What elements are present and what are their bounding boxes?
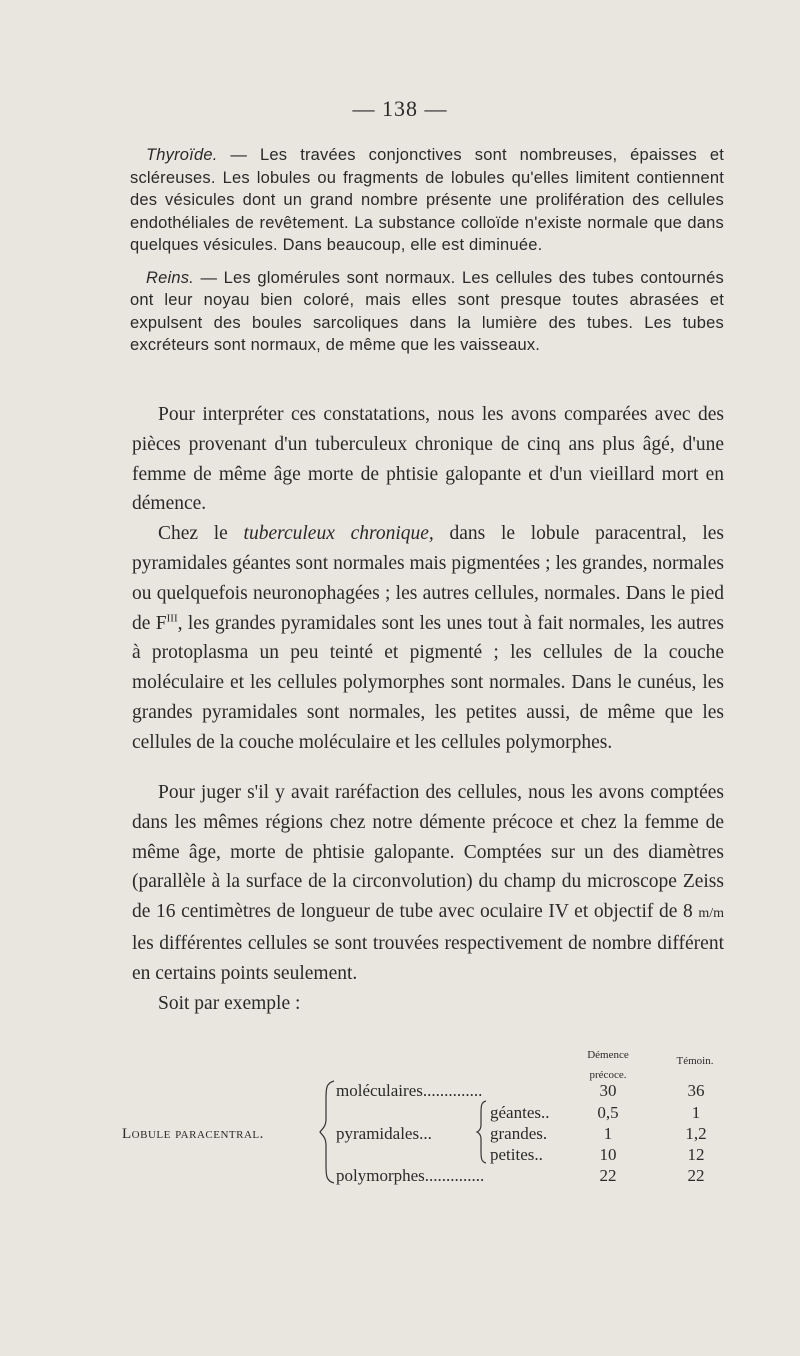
reins-paragraph xyxy=(130,267,724,357)
value-demence-petites: 10 xyxy=(599,1145,617,1164)
example-intro: Soit par exemple : xyxy=(158,992,301,1014)
thyroide-paragraph xyxy=(130,144,724,257)
pyramidales-label: pyramidales... xyxy=(336,1124,432,1143)
cell-count-table xyxy=(122,1045,722,1185)
reins-label: Reins. xyxy=(146,268,194,287)
brace-pyramidales xyxy=(475,1099,489,1165)
tuberculeux-paragraph xyxy=(132,519,724,757)
p2-start: Chez le xyxy=(158,523,244,545)
tuberculeux-emphasis: tuberculeux chronique, xyxy=(243,523,434,545)
value-temoin-grandes: 1,2 xyxy=(685,1124,707,1143)
count-text-end: les différentes cellules se sont trouvées respectivement de nombre différent en certains points seulement. xyxy=(132,932,724,984)
value-temoin-petites: 12 xyxy=(687,1145,705,1164)
count-paragraph xyxy=(132,778,724,989)
thyroide-text: — Les travées conjonctives sont nombreuses, épaisses et scléreuses. Les lobules ou fragments de lobules qu'elles limitent contiennent des vésicules dont un grand nombre présente une prolifération des cellules endothéliales de revêtement. La substance colloïde n'existe normale que dans quelques vésicules. Dans beaucoup, elle est diminuée. xyxy=(130,146,724,254)
p2-end: , les grandes pyramidales sont les unes tout à fait normales, les autres à protoplasma un peu teinté et pigmenté ; les cellules de la couche moléculaire et les cellules polymorphes sont normales. Dans le cunéus, les grandes pyramidales sont normales, les petites aussi, de même que les cellules de la couche moléculaire et les cellules polymorphes. xyxy=(132,612,724,753)
group-label: Lobule paracentral. xyxy=(122,1126,264,1142)
thyroide-label: Thyroïde. xyxy=(146,146,218,164)
reins-text: — Les glomérules sont normaux. Les cellules des tubes contournés ont leur noyau bien coloré, mais elles sont presque toutes abrasées et expulsent des boules sarcoliques dans la lumière des tubes. Les tubes excréteurs sont normaux, de même que les vaisseaux. xyxy=(130,268,724,354)
count-section xyxy=(132,778,724,1018)
row-label-moleculaires: moléculaires.............. xyxy=(336,1081,483,1100)
value-demence-grandes: 1 xyxy=(603,1124,613,1143)
intro-section xyxy=(130,144,724,357)
header-demence-precoce: Démence précoce. xyxy=(587,1049,629,1081)
row-label-grandes: grandes. xyxy=(490,1124,548,1143)
value-demence-geantes: 0,5 xyxy=(597,1103,619,1122)
interpretation-paragraph: Pour interpréter ces constatations, nous les avons comparées avec des pièces provenant d'un tuberculeux chronique de cinq ans plus âgé, d'une femme de même âge morte de phtisie galopante et d'un vieillard mort en démence. xyxy=(132,404,724,515)
value-temoin-geantes: 1 xyxy=(691,1103,701,1122)
interpretation-section xyxy=(132,400,724,758)
p2-mid: dans le lobule paracentral, les pyramidales géantes sont normales mais pigmentées ; les grandes, normales ou quelquefois neuronophagées ; les autres cellules, normales. Dans le pied de F xyxy=(132,523,724,634)
value-temoin-moleculaires: 36 xyxy=(687,1081,705,1100)
value-temoin-polymorphes: 22 xyxy=(687,1166,705,1185)
superscript-iii: III xyxy=(166,612,178,625)
value-demence-polymorphes: 22 xyxy=(599,1166,617,1185)
unit-mm: m/m xyxy=(698,906,724,922)
row-label-geantes: géantes.. xyxy=(490,1103,550,1122)
header-temoin: Témoin. xyxy=(676,1055,714,1067)
brace-left xyxy=(318,1079,338,1185)
row-label-polymorphes: polymorphes.............. xyxy=(336,1166,485,1185)
row-label-petites: petites.. xyxy=(490,1145,543,1164)
page-number: — 138 — xyxy=(352,96,448,121)
value-demence-moleculaires: 30 xyxy=(599,1081,617,1100)
count-text: Pour juger s'il y avait raréfaction des cellules, nous les avons comptées dans les mêmes régions chez notre démente précoce et chez la femme de même âge, morte de phtisie galopante. Comptées sur un des diamètres (parallèle à la surface de la circonvolution) du champ du microscope Zeiss de 16 centimètres de longueur de tube avec oculaire IV et objectif de 8 xyxy=(132,782,724,923)
